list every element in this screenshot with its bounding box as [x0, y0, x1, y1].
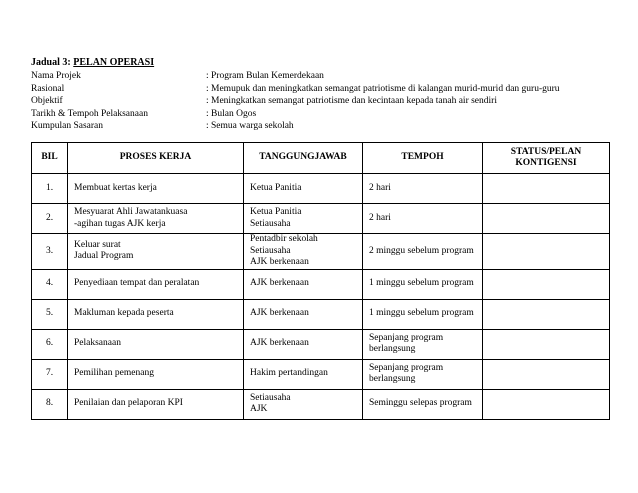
- cell-tanggungjawab: [244, 174, 363, 204]
- cell-status: [483, 234, 610, 270]
- cell-proses: [68, 269, 244, 299]
- cell-status: [483, 204, 610, 234]
- info-value: : Semua warga sekolah: [206, 121, 294, 132]
- cell-tempoh: [363, 359, 483, 389]
- info-row: [31, 95, 560, 108]
- table-header-row: [32, 143, 610, 174]
- cell-line: Jadual Program: [74, 251, 134, 262]
- table-row: [32, 204, 610, 234]
- table-row: [32, 329, 610, 359]
- cell-tanggungjawab: [244, 389, 363, 419]
- cell-line: berlangsung: [369, 374, 416, 384]
- cell-proses: [68, 234, 244, 270]
- cell-tempoh: [363, 299, 483, 329]
- cell-line: Setiausaha: [250, 218, 291, 229]
- header-status: [483, 143, 610, 174]
- cell-tanggungjawab: [244, 329, 363, 359]
- info-row: [31, 70, 560, 83]
- info-row: [31, 83, 560, 96]
- cell-tempoh: [363, 174, 483, 204]
- cell-bil: 3.: [32, 234, 68, 270]
- cell-tempoh: [363, 269, 483, 299]
- cell-line: 1 minggu sebelum program: [369, 308, 474, 319]
- cell-line: Setiausaha: [250, 245, 291, 256]
- cell-proses: [68, 329, 244, 359]
- cell-line: AJK berkenaan: [250, 338, 309, 349]
- cell-status: [483, 299, 610, 329]
- header-tanggungjawab: TANGGUNGJAWAB: [244, 143, 363, 174]
- header-status-line2: KONTIGENSI: [515, 158, 577, 168]
- cell-proses: [68, 174, 244, 204]
- table-row: [32, 389, 610, 419]
- cell-line: AJK berkenaan: [250, 308, 309, 319]
- header-proses-kerja: PROSES KERJA: [68, 143, 244, 174]
- cell-tanggungjawab: [244, 359, 363, 389]
- cell-status: [483, 389, 610, 419]
- cell-line: Ketua Panitia: [250, 207, 302, 217]
- cell-tempoh: [363, 234, 483, 270]
- info-key: Tarikh & Tempoh Pelaksanaan: [31, 108, 148, 119]
- cell-line: Seminggu selepas program: [369, 398, 472, 409]
- table-title: PELAN OPERASI: [73, 57, 155, 68]
- cell-line: 2 hari: [369, 182, 391, 193]
- cell-bil: 4.: [32, 269, 68, 299]
- cell-line: Makluman kepada peserta: [74, 308, 174, 319]
- cell-status: [483, 269, 610, 299]
- header-status-line1: STATUS/PELAN: [510, 146, 582, 157]
- cell-status: [483, 174, 610, 204]
- info-value: : Meningkatkan semangat patriotisme dan kecintaan kepada tanah air sendiri: [206, 96, 497, 107]
- table-row: [32, 269, 610, 299]
- cell-tempoh: [363, 329, 483, 359]
- table-row: [32, 174, 610, 204]
- info-row: [31, 120, 560, 133]
- cell-line: Pelaksanaan: [74, 338, 121, 349]
- cell-line: Sepanjang program: [369, 362, 444, 373]
- table-row: [32, 299, 610, 329]
- cell-line: AJK: [250, 404, 268, 414]
- info-key: Rasional: [31, 83, 65, 94]
- cell-bil: 7.: [32, 359, 68, 389]
- cell-line: Penyediaan tempat dan peralatan: [74, 278, 200, 289]
- cell-tempoh: [363, 389, 483, 419]
- info-value: : Memupuk dan meningkatkan semangat patriotisme di kalangan murid-murid dan guru-guru: [206, 83, 560, 94]
- cell-proses: [68, 204, 244, 234]
- cell-line: Sepanjang program: [369, 332, 444, 343]
- cell-line: Mesyuarat Ahli Jawatankuasa: [74, 207, 188, 217]
- cell-line: 2 hari: [369, 212, 391, 223]
- cell-proses: [68, 299, 244, 329]
- cell-bil: 8.: [32, 389, 68, 419]
- header-bil: BIL: [32, 143, 68, 174]
- cell-tempoh: [363, 204, 483, 234]
- header-tempoh: TEMPOH: [363, 143, 483, 174]
- info-row: [31, 108, 560, 121]
- cell-tanggungjawab: [244, 204, 363, 234]
- cell-tanggungjawab: [244, 269, 363, 299]
- cell-line: Keluar surat: [74, 239, 121, 250]
- cell-line: Pemilihan pemenang: [74, 368, 154, 379]
- table-row: [32, 234, 610, 270]
- cell-bil: 5.: [32, 299, 68, 329]
- cell-line: Ketua Panitia: [250, 182, 302, 193]
- cell-line: AJK berkenaan: [250, 257, 309, 267]
- operation-plan-table: [31, 142, 610, 420]
- cell-proses: [68, 359, 244, 389]
- document-title: [31, 57, 154, 68]
- cell-bil: 2.: [32, 204, 68, 234]
- cell-line: Membuat kertas kerja: [74, 182, 157, 193]
- cell-bil: 1.: [32, 174, 68, 204]
- title-separator: :: [67, 57, 74, 68]
- cell-line: Penilaian dan pelaporan KPI: [74, 398, 183, 409]
- cell-proses: [68, 389, 244, 419]
- project-info: [31, 70, 560, 133]
- cell-tanggungjawab: [244, 299, 363, 329]
- info-key: Nama Projek: [31, 71, 81, 81]
- cell-line: Pentadbir sekolah: [250, 234, 318, 244]
- cell-tanggungjawab: [244, 234, 363, 270]
- info-key: Kumpulan Sasaran: [31, 121, 104, 132]
- cell-line: Setiausaha: [250, 392, 291, 403]
- cell-line: 1 minggu sebelum program: [369, 278, 474, 289]
- cell-line: -agihan tugas AJK kerja: [74, 218, 166, 229]
- cell-line: berlangsung: [369, 344, 416, 354]
- table-label: Jadual 3: [31, 57, 68, 68]
- cell-status: [483, 359, 610, 389]
- cell-bil: 6.: [32, 329, 68, 359]
- cell-line: AJK berkenaan: [250, 278, 309, 289]
- info-value: : Program Bulan Kemerdekaan: [206, 71, 324, 81]
- cell-status: [483, 329, 610, 359]
- info-value: : Bulan Ogos: [206, 108, 257, 119]
- cell-line: 2 minggu sebelum program: [369, 245, 474, 256]
- cell-line: Hakim pertandingan: [250, 368, 328, 379]
- info-key: Objektif: [31, 96, 63, 107]
- table-row: [32, 359, 610, 389]
